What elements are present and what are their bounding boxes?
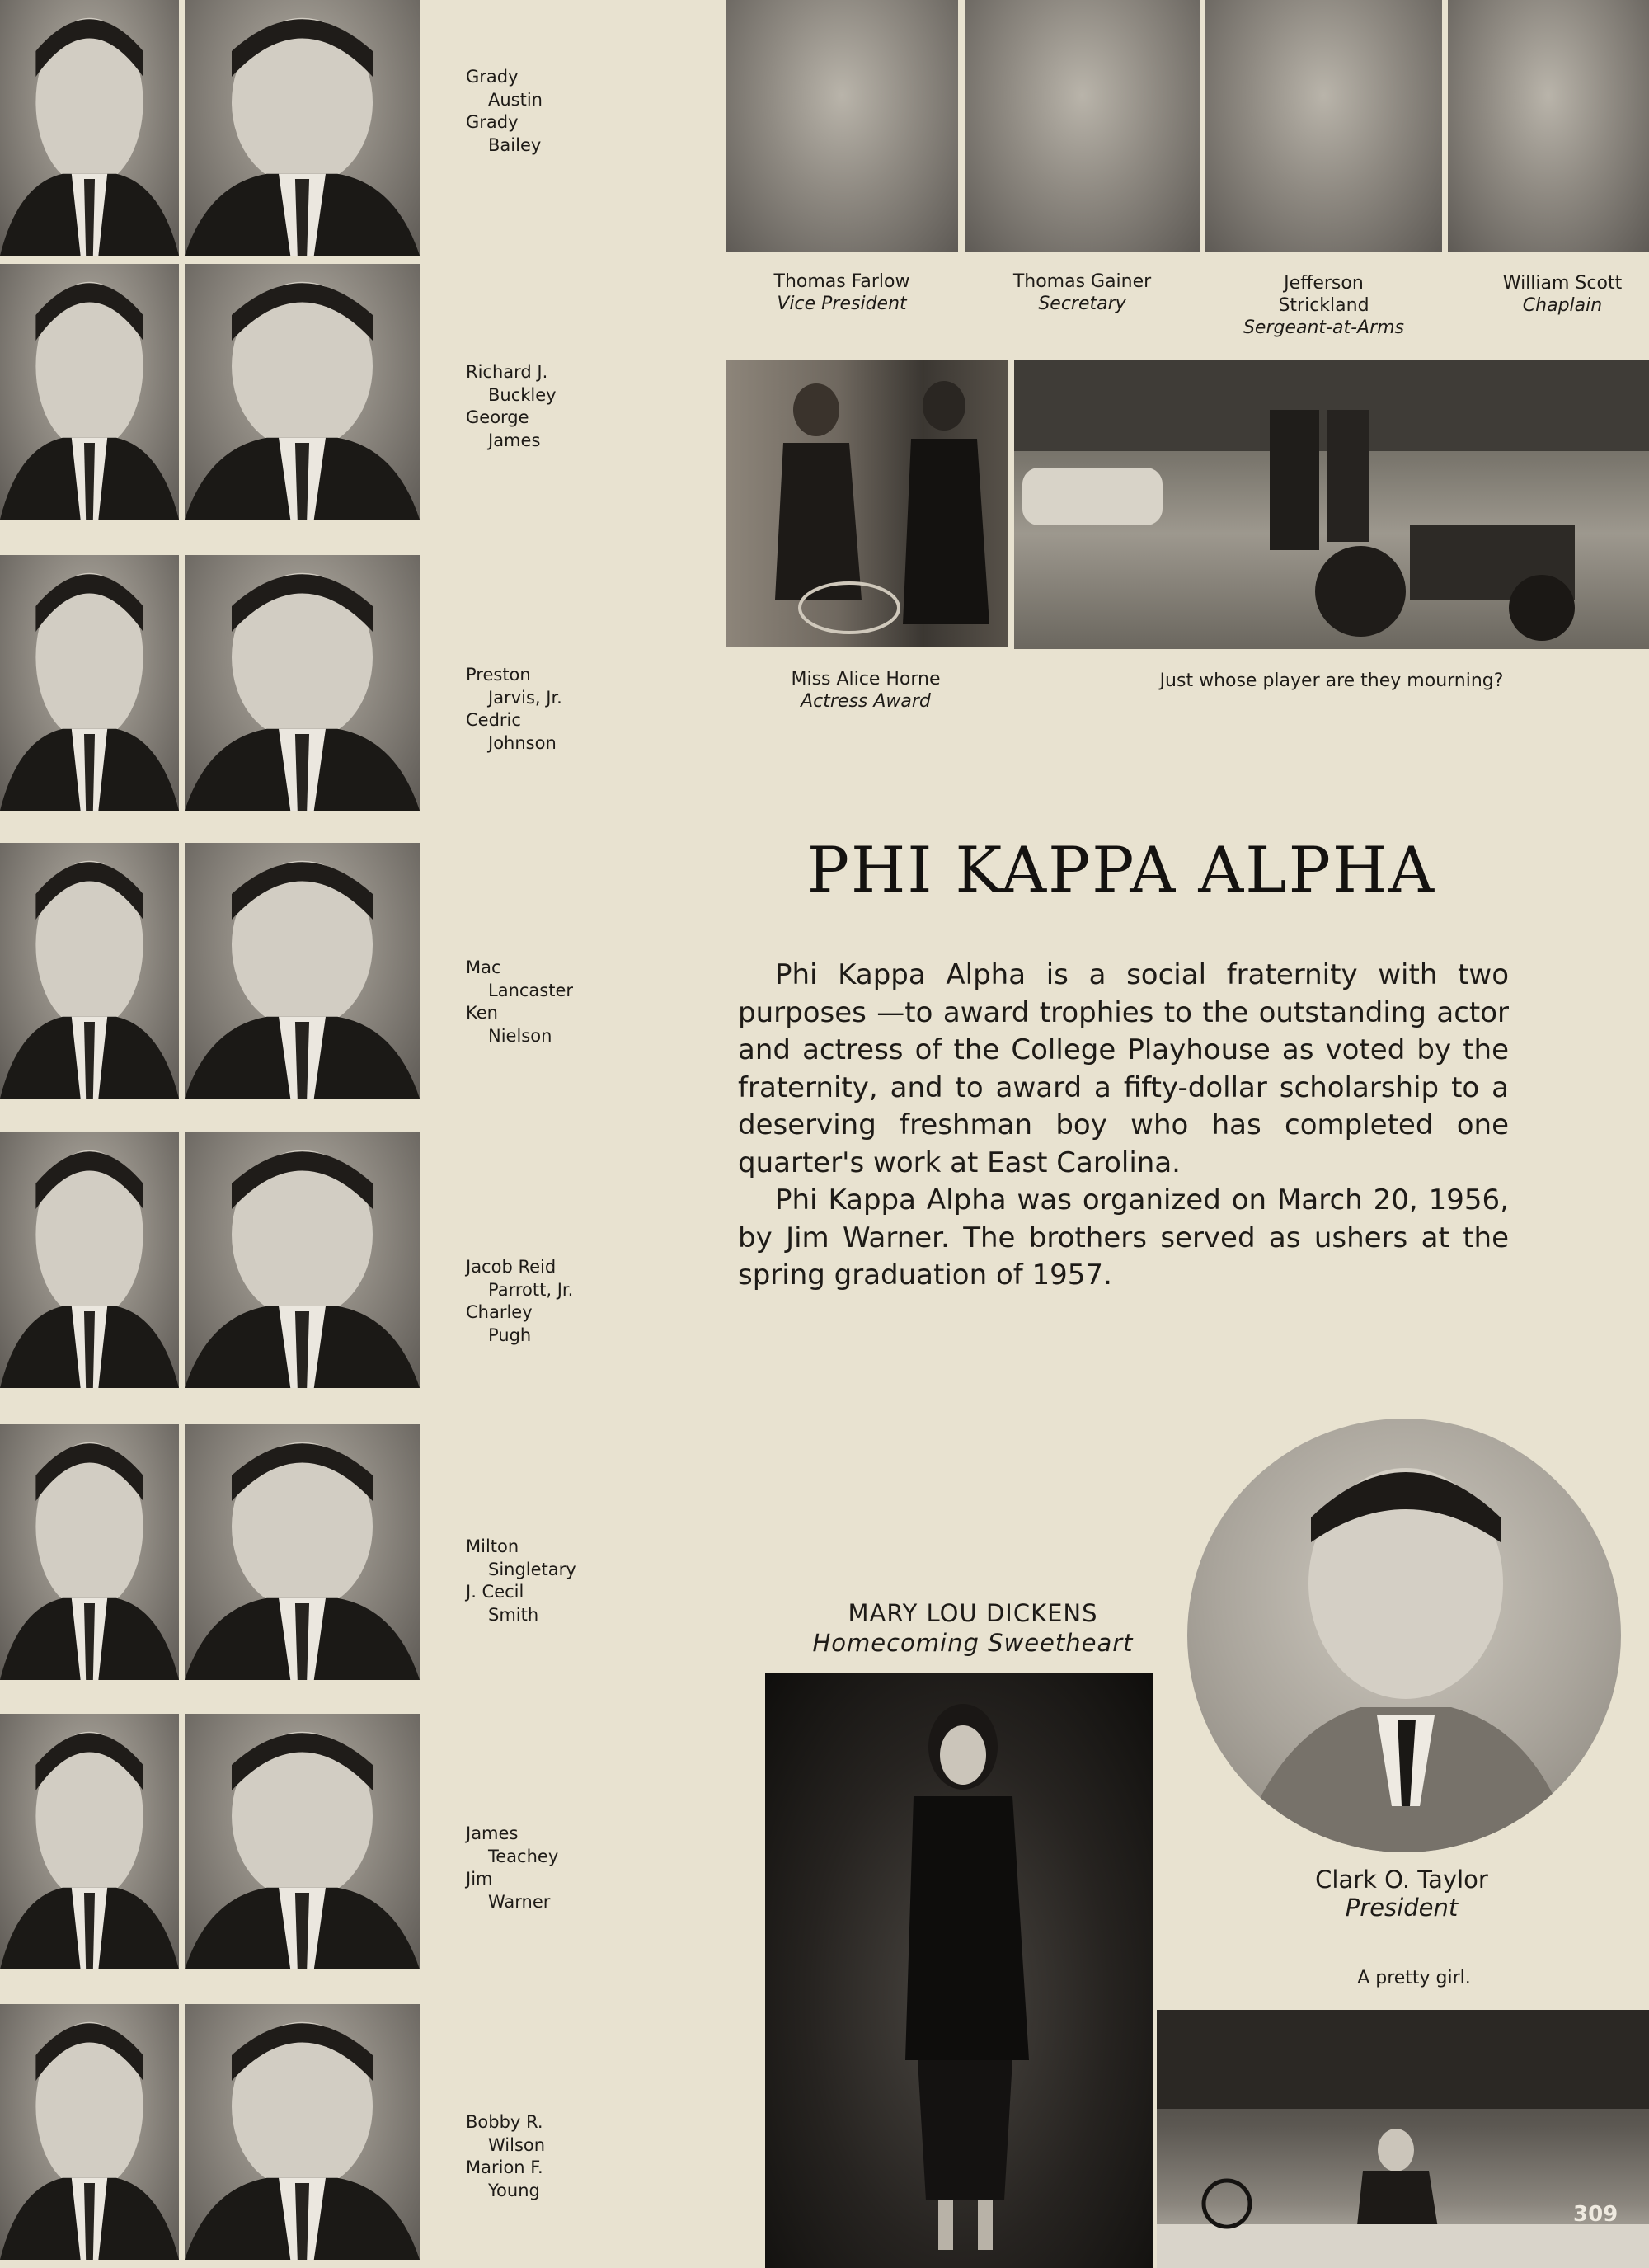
president-photo <box>1187 1419 1621 1852</box>
body-text <box>738 957 1509 1295</box>
member-portrait-16 <box>185 2004 420 2260</box>
officer-caption-strickland: Jefferson Strickland Sergeant-at-Arms <box>1243 273 1405 338</box>
member-portrait-7 <box>0 843 179 1099</box>
member-portrait-9 <box>0 1132 179 1388</box>
award-caption: Miss Alice Horne Actress Award <box>791 669 941 712</box>
member-portrait-13 <box>0 1714 179 1969</box>
president-caption: Clark O. Taylor President <box>1315 1866 1488 1922</box>
member-portrait-10 <box>185 1132 420 1388</box>
pretty-girl-scene <box>1157 2010 1649 2268</box>
member-portrait-3 <box>0 264 179 520</box>
member-names-5: Jacob Reid Parrott, Jr. Charley Pugh <box>466 1257 574 1345</box>
officer-photo-scott <box>1448 0 1649 252</box>
page-title: PHI KAPPA ALPHA <box>806 833 1436 906</box>
member-names-4: Mac Lancaster Ken Nielson <box>466 958 574 1046</box>
sweetheart-photo <box>765 1673 1153 2268</box>
member-names-3: Preston Jarvis, Jr. Cedric Johnson <box>466 665 562 753</box>
officer-caption-scott: William Scott Chaplain <box>1502 273 1623 316</box>
member-portrait-6 <box>185 555 420 811</box>
member-portrait-11 <box>0 1424 179 1680</box>
parade-photo <box>1014 360 1649 649</box>
body-paragraph-2: Phi Kappa Alpha was organized on March 20, 1956, by Jim Warner. The brothers served as ushers at the spring graduation of 1957. <box>738 1183 1509 1292</box>
parade-caption: Just whose player are they mourning? <box>1159 671 1504 691</box>
member-portrait-4 <box>185 264 420 520</box>
member-portrait-5 <box>0 555 179 811</box>
pretty-girl-caption: A pretty girl. <box>1357 1968 1471 1988</box>
sweetheart-figure <box>765 1673 1153 2268</box>
officer-photo-gainer <box>965 0 1200 252</box>
member-names-7: James Teachey Jim Warner <box>466 1823 559 1912</box>
member-portrait-2 <box>185 0 420 256</box>
sweetheart-caption: MARY LOU DICKENS Homecoming Sweetheart <box>812 1599 1134 1657</box>
officer-photo-farlow <box>726 0 958 252</box>
officer-caption-farlow: Thomas Farlow Vice President <box>773 271 910 314</box>
member-names-8: Bobby R. Wilson Marion F. Young <box>466 2112 546 2200</box>
member-names-6: Milton Singletary J. Cecil Smith <box>466 1536 576 1625</box>
body-paragraph-1: Phi Kappa Alpha is a social fraternity with two purposes —to award trophies to the outstanding actor and actress of the College Playhouse as voted by the fraternity, and to award a fifty-dollar scholarship to a deserving freshman boy who has completed one quarter's work at East Carolina. <box>738 958 1509 1179</box>
member-portrait-14 <box>185 1714 420 1969</box>
page-number: 309 <box>1573 2202 1618 2227</box>
member-portrait-15 <box>0 2004 179 2260</box>
pretty-girl-photo <box>1157 2010 1649 2268</box>
member-portrait-8 <box>185 843 420 1099</box>
president-portrait <box>1187 1419 1621 1852</box>
officer-caption-gainer: Thomas Gainer Secretary <box>1012 271 1152 314</box>
officer-photo-strickland <box>1205 0 1442 252</box>
award-photo <box>726 360 1008 647</box>
member-portrait-1 <box>0 0 179 256</box>
member-names-2: Richard J. Buckley George James <box>466 362 557 450</box>
member-portrait-12 <box>185 1424 420 1680</box>
member-names-1: Grady Austin Grady Bailey <box>466 67 543 155</box>
parade-photo-scene <box>1014 360 1649 649</box>
award-photo-figures <box>726 360 1008 647</box>
